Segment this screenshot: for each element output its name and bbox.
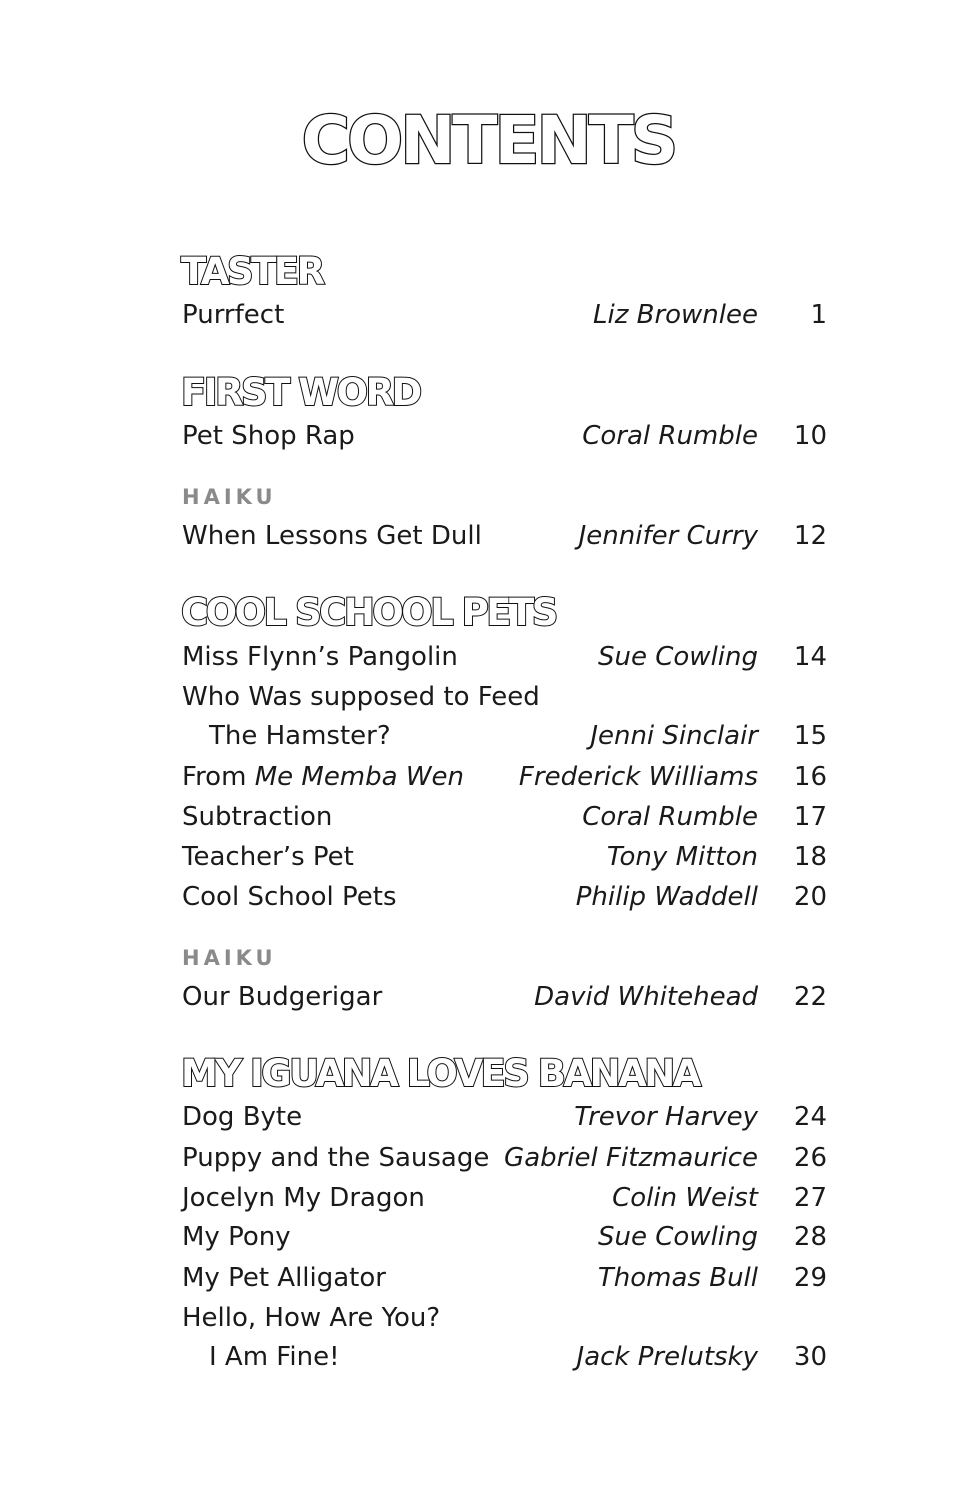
toc-entry[interactable]: [182, 799, 827, 835]
entry-title: Our Budgerigar: [182, 982, 383, 1012]
section-heading-first-word: FIRST WORD: [181, 371, 420, 414]
toc-entry[interactable]: [182, 1180, 827, 1216]
toc-entry[interactable]: [182, 1099, 827, 1135]
entry-author: David Whitehead: [534, 982, 758, 1012]
entry-page: 15: [793, 721, 827, 751]
toc-entry[interactable]: [182, 639, 827, 675]
entry-title: Miss Flynn’s Pangolin: [182, 642, 458, 672]
entry-title: Cool School Pets: [182, 882, 397, 912]
toc-entry[interactable]: [182, 879, 827, 915]
toc-entry-line2[interactable]: [182, 718, 827, 754]
entry-title-continued: The Hamster?: [209, 721, 391, 751]
entry-page: 26: [793, 1143, 827, 1173]
entry-author: Tony Mitton: [606, 842, 758, 872]
entry-author: Trevor Harvey: [574, 1102, 758, 1132]
toc-entry[interactable]: [182, 418, 827, 454]
entry-title-prefix: From: [182, 762, 255, 792]
entry-title-continued: I Am Fine!: [209, 1342, 340, 1372]
entry-title: Teacher’s Pet: [182, 842, 354, 872]
entry-page: 17: [793, 802, 827, 832]
entry-title: Puppy and the Sausage: [182, 1143, 490, 1173]
entry-author: Coral Rumble: [582, 421, 758, 451]
entry-page: 20: [793, 882, 827, 912]
haiku-label: HAIKU: [182, 946, 277, 970]
entry-title: Who Was supposed to Feed: [182, 682, 540, 712]
toc-entry-line1[interactable]: [182, 1300, 827, 1336]
entry-page: 28: [793, 1222, 827, 1252]
entry-title-italic: Me Memba Wen: [254, 762, 465, 792]
entry-author: Philip Waddell: [575, 882, 758, 912]
entry-page: 24: [793, 1102, 827, 1132]
entry-page: 29: [793, 1263, 827, 1293]
entry-author: Coral Rumble: [582, 802, 758, 832]
entry-page: 10: [793, 421, 827, 451]
entry-title: Jocelyn My Dragon: [182, 1183, 425, 1213]
entry-title: [182, 759, 464, 795]
entry-title: My Pony: [182, 1222, 291, 1252]
entry-title: When Lessons Get Dull: [182, 521, 482, 551]
entry-author: Thomas Bull: [597, 1263, 758, 1293]
toc-entry-line1[interactable]: [182, 679, 827, 715]
section-heading-taster: TASTER: [181, 250, 323, 293]
entry-author: Sue Cowling: [598, 1222, 758, 1252]
toc-entry[interactable]: [182, 518, 827, 554]
toc-entry[interactable]: [182, 1140, 827, 1176]
entry-author: Colin Weist: [612, 1183, 758, 1213]
toc-entry[interactable]: [182, 1260, 827, 1296]
entry-author: Jenni Sinclair: [590, 721, 758, 751]
entry-title: Dog Byte: [182, 1102, 303, 1132]
entry-title: Subtraction: [182, 802, 333, 832]
entry-author: Gabriel Fitzmaurice: [504, 1143, 758, 1173]
toc-entry[interactable]: [182, 979, 827, 1015]
entry-page: 16: [793, 762, 827, 792]
entry-title: Purrfect: [182, 300, 285, 330]
toc-entry-line2[interactable]: [182, 1339, 827, 1375]
entry-page: 14: [793, 642, 827, 672]
entry-author: Frederick Williams: [518, 762, 758, 792]
entry-title: Pet Shop Rap: [182, 421, 355, 451]
haiku-label: HAIKU: [182, 485, 277, 509]
entry-author: Jack Prelutsky: [576, 1342, 758, 1372]
entry-page: 22: [793, 982, 827, 1012]
page-title: CONTENTS: [301, 102, 676, 179]
entry-author: Sue Cowling: [598, 642, 758, 672]
entry-author: Jennifer Curry: [578, 521, 758, 551]
entry-title: Hello, How Are You?: [182, 1303, 441, 1333]
entry-page: 18: [793, 842, 827, 872]
section-heading-my-iguana: MY IGUANA LOVES BANANA: [181, 1052, 699, 1095]
section-heading-cool-school-pets: COOL SCHOOL PETS: [181, 591, 556, 634]
toc-entry[interactable]: [182, 1219, 827, 1255]
entry-page: 1: [810, 300, 827, 330]
entry-title: My Pet Alligator: [182, 1263, 386, 1293]
toc-entry[interactable]: [182, 839, 827, 875]
entry-page: 12: [793, 521, 827, 551]
toc-entry[interactable]: [182, 297, 827, 333]
entry-page: 30: [793, 1342, 827, 1372]
entry-author: Liz Brownlee: [592, 300, 758, 330]
entry-page: 27: [793, 1183, 827, 1213]
toc-entry[interactable]: [182, 759, 827, 795]
